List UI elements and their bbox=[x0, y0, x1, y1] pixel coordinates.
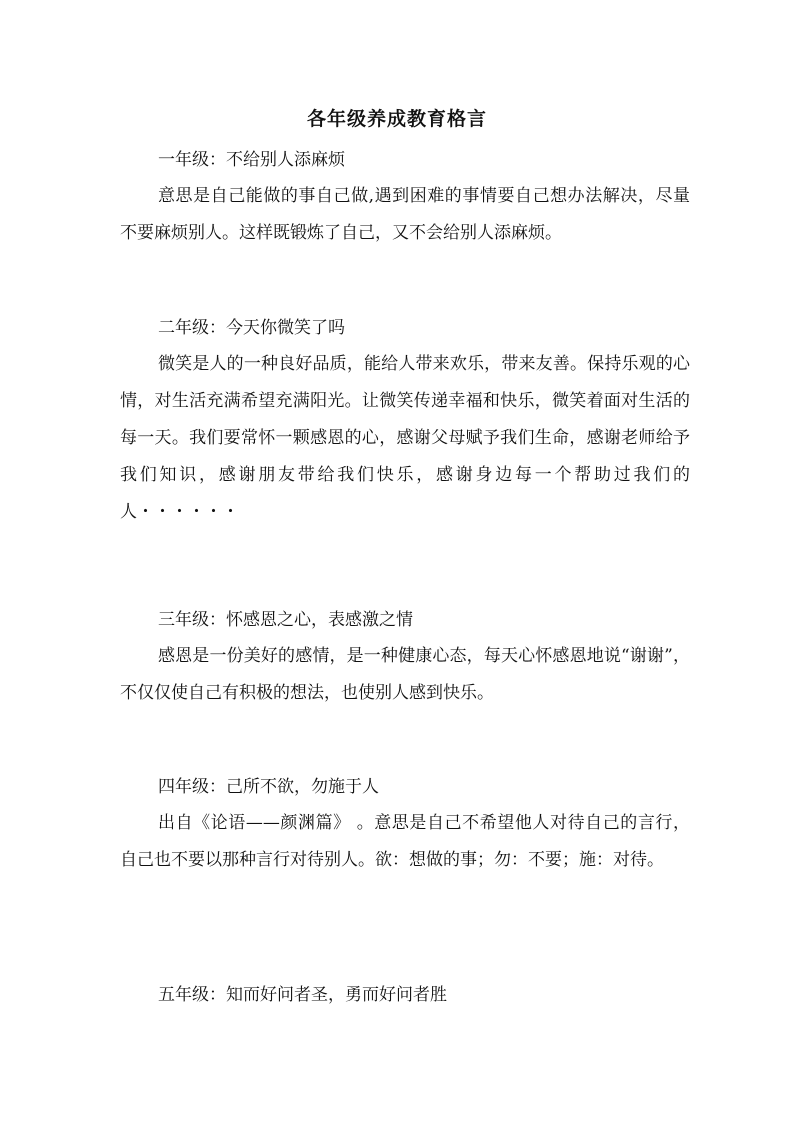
section-body: 微笑是人的一种良好品质，能给人带来欢乐，带来友善。保持乐观的心情，对生活充满希望充满阳光。让微笑传递幸福和快乐，微笑着面对生活的每一天。我们要常怀一颗感恩的心，感谢父母赋予我们生命，感谢老师给予我们知识，感谢朋友带给我们快乐，感谢身边每一个帮助过我们的人・・・・・・ bbox=[120, 354, 690, 522]
section-grade-5 bbox=[120, 983, 690, 1007]
section-grade-3 bbox=[120, 608, 690, 712]
section-heading: 二年级：今天你微笑了吗 bbox=[158, 318, 345, 338]
section-grade-1 bbox=[120, 148, 690, 252]
section-grade-4 bbox=[120, 775, 690, 879]
section-body: 意思是自己能做的事自己做,遇到困难的事情要自己想办法解决，尽量不要麻烦别人。这样既锻炼了自己，又不会给别人添麻烦。 bbox=[120, 186, 690, 243]
section-heading: 一年级：不给别人添麻烦 bbox=[158, 150, 345, 170]
document-title: 各年级养成教育格言 bbox=[306, 108, 487, 130]
section-heading: 五年级：知而好问者圣，勇而好问者胜 bbox=[158, 985, 447, 1005]
section-heading: 四年级：己所不欲，勿施于人 bbox=[158, 777, 379, 797]
section-grade-2 bbox=[120, 316, 690, 531]
section-body: 出自《论语——颜渊篇》 。意思是自己不希望他人对待自己的言行，自己也不要以那种言行对待别人。欲：想做的事；勿：不要；施：对待。 bbox=[120, 813, 690, 870]
section-body: 感恩是一份美好的感情，是一种健康心态，每天心怀感恩地说“谢谢”，不仅仅使自己有积极的想法，也使别人感到快乐。 bbox=[120, 646, 690, 703]
section-heading: 三年级：怀感恩之心，表感激之情 bbox=[158, 610, 413, 630]
